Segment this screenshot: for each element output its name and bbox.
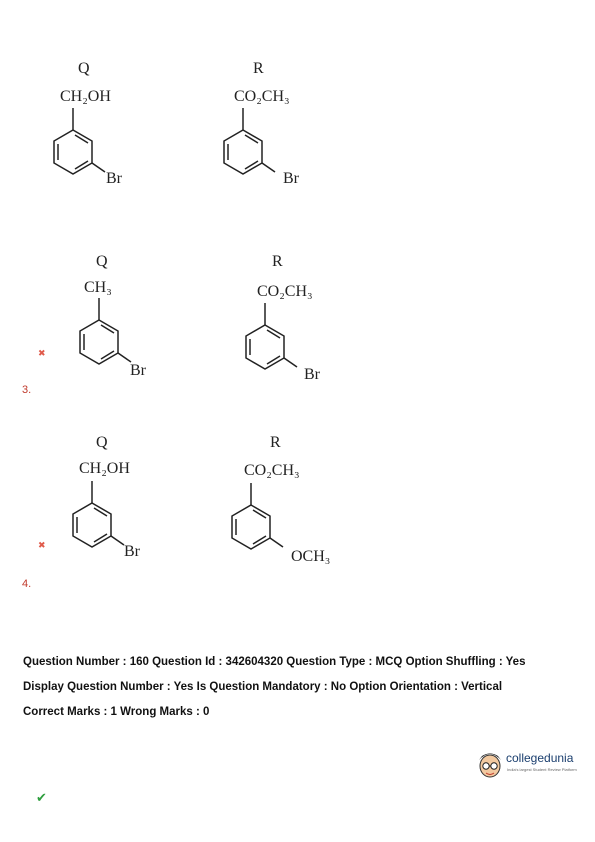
molecule-label-r: R [272, 253, 283, 270]
option-number: 3. [22, 384, 32, 396]
wrong-mark-icon: ✖ [38, 541, 46, 551]
benzene-ring [61, 298, 141, 378]
benzene-ring [54, 481, 134, 561]
molecule-substituent: CH₂OH [79, 460, 130, 477]
question-meta-line-1: Question Number : 160 Question Id : 342604320 Question Type : MCQ Option Shuffling : Yes [23, 656, 526, 668]
logo-tagline: India's largest Student Review Platform [507, 767, 577, 772]
benzene-ring [213, 483, 293, 563]
molecule-label-q: Q [78, 60, 90, 77]
molecule-label-q: Q [96, 253, 108, 270]
molecule-label-q: Q [96, 434, 108, 451]
student-mascot-icon [476, 748, 504, 780]
correct-check-icon: ✔ [36, 791, 47, 806]
molecule-substituent: CO₂CH₃ [257, 283, 313, 300]
question-meta-line-3: Correct Marks : 1 Wrong Marks : 0 [23, 706, 210, 718]
ring-substituent: Br [283, 170, 299, 187]
benzene-ring [35, 108, 115, 188]
ring-substituent: Br [124, 543, 140, 560]
collegedunia-logo [476, 748, 588, 780]
option-number: 4. [22, 578, 32, 590]
molecule-substituent: CH₃ [84, 279, 112, 296]
molecule-substituent: CO₂CH₃ [234, 88, 290, 105]
ring-substituent: Br [130, 362, 146, 379]
molecule-label-r: R [253, 60, 264, 77]
molecule-label-r: R [270, 434, 281, 451]
ring-substituent: Br [304, 366, 320, 383]
logo-name: collegedunia [506, 751, 574, 765]
benzene-ring [205, 108, 285, 188]
ring-substituent: Br [106, 170, 122, 187]
wrong-mark-icon: ✖ [38, 349, 46, 359]
question-meta-line-2: Display Question Number : Yes Is Question Mandatory : No Option Orientation : Vertical [23, 681, 503, 693]
molecule-substituent: CH₂OH [60, 88, 111, 105]
benzene-ring [227, 303, 307, 383]
ring-substituent: OCH₃ [291, 548, 331, 565]
molecule-substituent: CO₂CH₃ [244, 462, 300, 479]
